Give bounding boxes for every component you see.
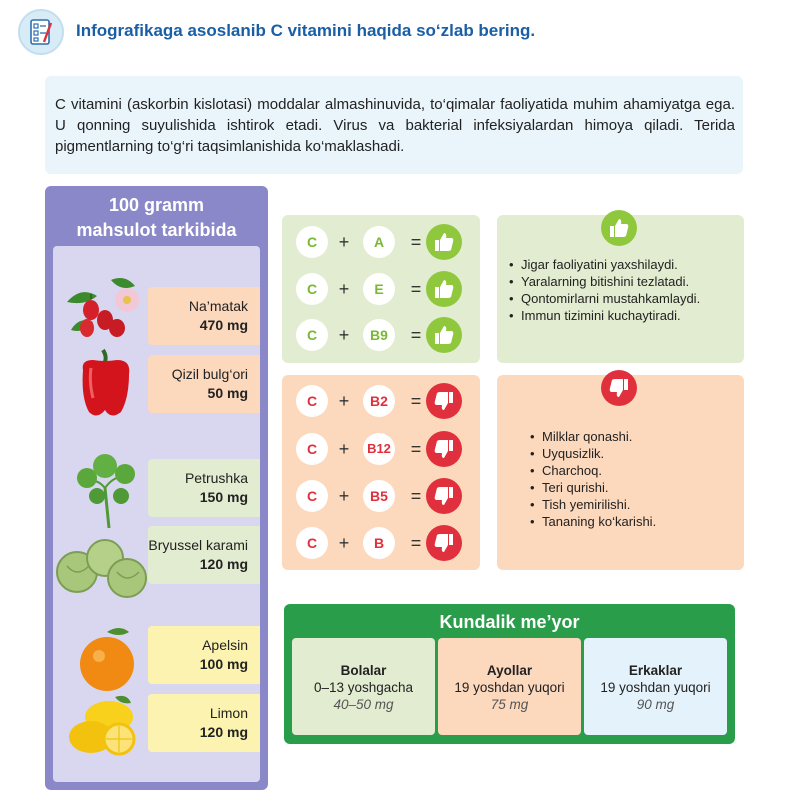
plus-sign: + xyxy=(338,232,350,252)
task-checklist-icon xyxy=(18,9,64,55)
vitamin-circle: B12 xyxy=(363,433,395,465)
food-name: Na’matak xyxy=(188,298,248,314)
good-combination-row xyxy=(292,268,472,308)
norm-group-name: Erkaklar xyxy=(628,663,683,678)
vitamin-c-circle: C xyxy=(296,273,328,305)
thumbs-down-icon xyxy=(426,383,462,419)
bad-combination-row xyxy=(292,522,472,562)
food-card-rosehip xyxy=(148,287,260,345)
content-panel-title-line2: mahsulot tarkibida xyxy=(76,220,237,240)
content-panel-title-line1: 100 gramm xyxy=(108,195,205,215)
thumbs-up-icon xyxy=(426,317,462,353)
vitamin-c-circle: C xyxy=(296,480,328,512)
thumbs-down-icon xyxy=(426,478,462,514)
vitamin-c-circle: C xyxy=(296,433,328,465)
plus-sign: + xyxy=(338,325,350,345)
equals-sign: = xyxy=(410,391,422,411)
food-card-orange xyxy=(148,626,260,684)
food-amount: 120 mg xyxy=(199,724,248,740)
list-item: • Jigar faoliyatini yaxshilaydi. xyxy=(509,256,700,273)
equals-sign: = xyxy=(410,325,422,345)
thumbs-up-icon xyxy=(426,224,462,260)
vitamin-circle: B2 xyxy=(363,385,395,417)
plus-sign: + xyxy=(338,439,350,459)
thumbs-down-icon xyxy=(426,431,462,467)
norm-group-age: 19 yoshdan yuqori xyxy=(454,680,565,695)
thumbs-down-icon xyxy=(426,525,462,561)
vitamin-c-circle: C xyxy=(296,319,328,351)
food-name: Petrushka xyxy=(184,470,248,486)
norm-card-children xyxy=(292,638,435,735)
daily-norm-title: Kundalik me’yor xyxy=(439,612,580,632)
vitamin-circle: B xyxy=(363,527,395,559)
list-item: • Teri qurishi. xyxy=(530,479,656,496)
equals-sign: = xyxy=(410,279,422,299)
food-name: Limon xyxy=(209,705,248,721)
norm-group-dose: 40–50 mg xyxy=(333,697,394,712)
food-amount: 470 mg xyxy=(199,317,248,333)
list-item: • Tish yemirilishi. xyxy=(530,496,656,513)
list-item: • Uyqusizlik. xyxy=(530,445,656,462)
content-panel xyxy=(45,186,268,790)
rosehip-icon xyxy=(61,272,149,346)
vitamin-c-circle: C xyxy=(296,527,328,559)
bad-combination-row xyxy=(292,380,472,420)
bad-combination-row xyxy=(292,428,472,468)
good-effects-list xyxy=(509,256,700,324)
content-panel-title xyxy=(45,193,268,243)
thumbs-up-icon xyxy=(426,271,462,307)
daily-norm-panel xyxy=(284,604,735,744)
plus-sign: + xyxy=(338,279,350,299)
norm-group-dose: 90 mg xyxy=(636,697,675,712)
thumbs-down-icon xyxy=(601,370,637,406)
parsley-icon xyxy=(75,448,141,530)
food-amount: 150 mg xyxy=(199,489,248,505)
lemon-icon xyxy=(65,693,145,757)
vitamin-circle: B5 xyxy=(363,480,395,512)
food-amount: 120 mg xyxy=(199,556,248,572)
intro-text: C vitamini (askorbin kislotasi) moddalar almashinuvida, to‘qimalar faoliyatida muhim ahamiyatga ega. U qonning suyulishida ishtirok etadi. Virus va bakterial infeksiyalardan himoya qiladi. Terida pigmentlarning to‘g‘ri taqsimlanishida ko‘maklashadi. xyxy=(45,76,743,174)
good-combination-row xyxy=(292,221,472,261)
task-title: Infografikaga asoslanib C vitamini haqida so‘zlab bering. xyxy=(76,21,536,40)
food-card-lemon xyxy=(148,694,260,752)
orange-icon xyxy=(71,626,143,692)
food-name: Apelsin xyxy=(202,637,248,653)
food-amount: 50 mg xyxy=(207,385,248,401)
list-item: • Milklar qonashi. xyxy=(530,428,656,445)
food-name: Bryussel karami xyxy=(148,537,248,553)
list-item: • Immun tizimini kuchaytiradi. xyxy=(509,307,700,324)
food-card-brussels-sprouts xyxy=(148,526,260,584)
equals-sign: = xyxy=(410,439,422,459)
brussels-sprouts-icon xyxy=(53,536,153,600)
plus-sign: + xyxy=(338,391,350,411)
equals-sign: = xyxy=(410,533,422,553)
vitamin-circle: E xyxy=(363,273,395,305)
bell-pepper-icon xyxy=(75,348,135,420)
vitamin-c-circle: C xyxy=(296,226,328,258)
food-amount: 100 mg xyxy=(199,656,248,672)
norm-group-name: Ayollar xyxy=(486,663,533,678)
norm-group-age: 19 yoshdan yuqori xyxy=(600,680,711,695)
norm-card-women xyxy=(438,638,581,735)
norm-group-name: Bolalar xyxy=(340,663,387,678)
food-name: Qizil bulg‘ori xyxy=(171,366,248,382)
vitamin-c-circle: C xyxy=(296,385,328,417)
bad-effects-list xyxy=(530,428,656,530)
vitamin-circle: B9 xyxy=(363,319,395,351)
food-card-parsley xyxy=(148,459,260,517)
plus-sign: + xyxy=(338,533,350,553)
list-item: • Tananing ko‘karishi. xyxy=(530,513,656,530)
vitamin-circle: A xyxy=(363,226,395,258)
bad-combination-row xyxy=(292,475,472,515)
list-item: • Charchoq. xyxy=(530,462,656,479)
equals-sign: = xyxy=(410,232,422,252)
plus-sign: + xyxy=(338,486,350,506)
food-card-bell-pepper xyxy=(148,355,260,413)
content-panel-inner xyxy=(53,246,260,782)
thumbs-up-icon xyxy=(601,210,637,246)
equals-sign: = xyxy=(410,486,422,506)
good-combination-row xyxy=(292,314,472,354)
norm-group-dose: 75 mg xyxy=(490,697,529,712)
list-item: • Qontomirlarni mustahkamlaydi. xyxy=(509,290,700,307)
norm-group-age: 0–13 yoshgacha xyxy=(313,680,414,695)
norm-card-men xyxy=(584,638,727,735)
list-item: • Yaralarning bitishini tezlatadi. xyxy=(509,273,700,290)
